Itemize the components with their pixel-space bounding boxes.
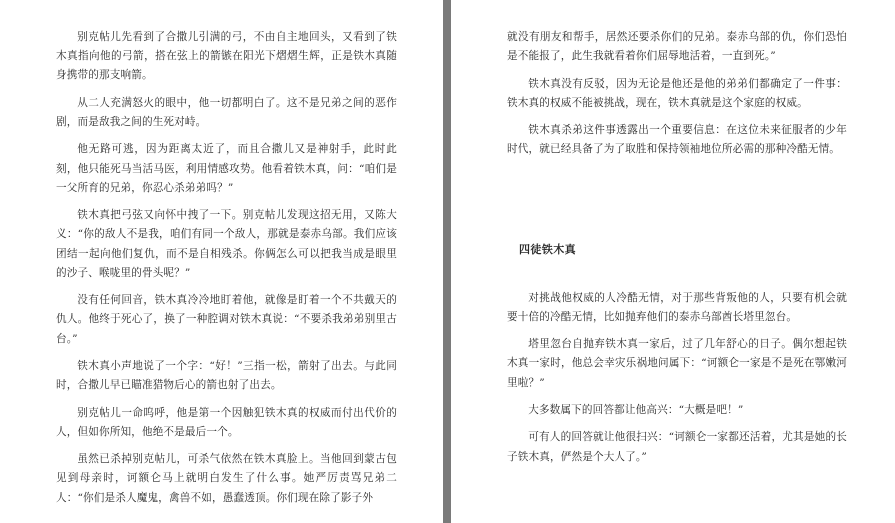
paragraph: 没有任何回音，铁木真冷冷地盯着他，就像是盯着一个不共戴天的仇人。他终于死心了，换了一种腔调对铁木真说：“不要杀我弟弟别里古台。” [56, 294, 397, 345]
paragraph: 对挑战他权威的人冷酷无情，对于那些背叛他的人，只要有机会就要十倍的冷酷无情，比如抛弃他们的泰赤乌部酋长塔里忽台。 [507, 291, 847, 323]
paragraph: 塔里忽台自抛弃铁木真一家后，过了几年舒心的日子。偶尔想起铁木真一家时，他总会幸灾乐祸地问属下：“诃额仑一家是不是死在鄂嫩河里啦？” [507, 338, 847, 389]
paragraph: 别克帖儿先看到了合撒儿引满的弓，不由自主地回头，又看到了铁木真指向他的弓箭，搭在弦上的箭镞在阳光下熠熠生辉，正是铁木真随身携带的那支响箭。 [56, 31, 397, 82]
continued-paragraph: 就没有朋友和帮手，居然还要杀你们的兄弟。泰赤乌部的仇，你们恐怕是不能报了，此生我就看着你们屈辱地活着，一直到死。” [507, 31, 847, 63]
paragraph: 大多数属下的回答都让他高兴：“大概是吧！” [528, 403, 744, 416]
paragraph: 铁木真没有反驳，因为无论是他还是他的弟弟们都确定了一件事：铁木真的权威不能被挑战，现在，铁木真就是这个家庭的权威。 [507, 77, 847, 109]
section-heading: 四徒铁木真 [519, 242, 576, 256]
page-divider [443, 0, 451, 523]
right-page [451, 0, 895, 523]
paragraph: 铁木真杀弟这件事透露出一个重要信息：在这位未来征服者的少年时代，就已经具备了为了取胜和保持领袖地位所必需的那种冷酷无情。 [507, 124, 847, 156]
paragraph: 可有人的回答就让他很扫兴：“诃额仑一家都还活着，尤其是她的长子铁木真，俨然是个大人了。” [507, 431, 847, 463]
paragraph: 从二人充满怒火的眼中，他一切都明白了。这不是兄弟之间的恶作剧，而是敌我之间的生死对峙。 [56, 96, 397, 128]
paragraph: 铁木真小声地说了一个字：“好！”三指一松，箭射了出去。与此同时，合撒儿早已瞄准猎物后心的箭也射了出去。 [56, 359, 397, 392]
left-page [0, 0, 443, 523]
paragraph: 虽然已杀掉别克帖儿，可杀气依然在铁木真脸上。当他回到蒙古包见到母亲时，诃额仑马上就明白发生了什么事。她严厉责骂兄弟二人：“你们是杀人魔鬼，禽兽不如，愚蠢透顶。你们现在除了影子外 [56, 453, 397, 504]
paragraph: 他无路可逃，因为距离太近了，而且合撒儿又是神射手，此时此刻，他只能死马当活马医，利用情感攻势。他看着铁木真，问：“咱们是一父所育的兄弟，你忍心杀弟弟吗？” [56, 143, 397, 194]
paragraph: 铁木真把弓弦又向怀中拽了一下。别克帖儿发现这招无用，又陈大义：“你的敌人不是我，咱们有同一个敌人，那就是泰赤乌部。我们应该团结一起向他们复仇，而不是自相残杀。你俩怎么可以把我当成是眼里的沙子、喉咙里的骨头呢？” [56, 209, 397, 279]
paragraph: 别克帖儿一命呜呼，他是第一个因触犯铁木真的权威而付出代价的人，但如你所知，他绝不是最后一个。 [56, 406, 397, 438]
